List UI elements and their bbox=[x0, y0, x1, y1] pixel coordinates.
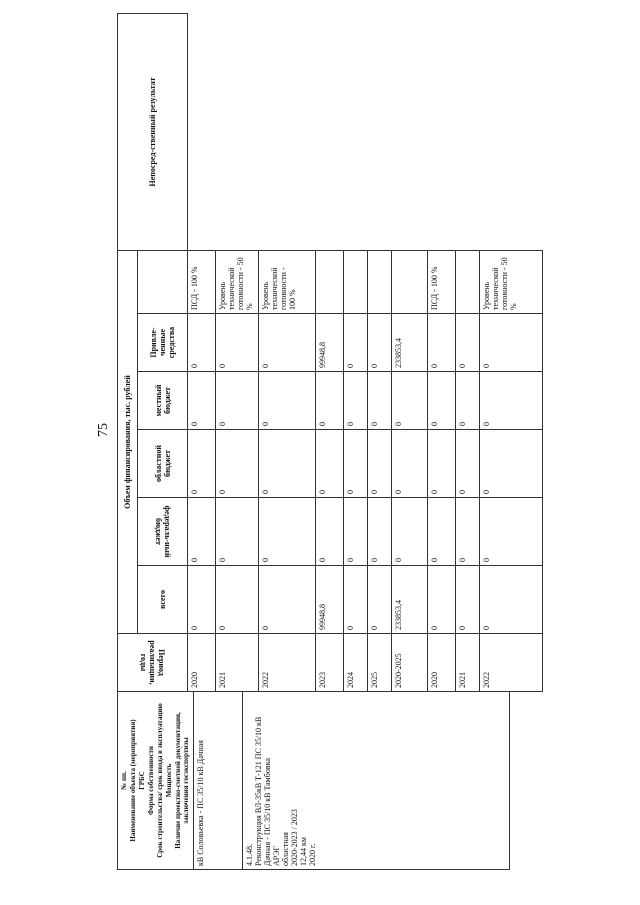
cell-local: 0 bbox=[428, 372, 456, 430]
header-name: Наименование объекта (мероприятия) bbox=[129, 719, 137, 842]
page-number: 75 bbox=[96, 423, 111, 437]
cell-attracted: 0 bbox=[368, 314, 392, 372]
header-financing: Объем финансирования, тыс. рублей bbox=[118, 250, 138, 633]
cell-result: Уровень технической готовности - 100 % bbox=[259, 250, 316, 313]
cell-period: 2020 bbox=[188, 634, 216, 692]
cell-regional: 0 bbox=[344, 430, 368, 498]
cell-federal: 0 bbox=[368, 498, 392, 566]
cell-attracted: 0 bbox=[456, 314, 480, 372]
table-row bbox=[480, 13, 543, 691]
header-num: № пп. bbox=[120, 771, 128, 790]
header-result: Непосред-ственный результат bbox=[118, 13, 188, 250]
table-row bbox=[368, 13, 392, 691]
header-capacity: Мощность bbox=[165, 763, 173, 798]
cell-total: 0 bbox=[344, 566, 368, 634]
table-row bbox=[194, 692, 243, 870]
cell-result bbox=[316, 250, 344, 313]
cell-local: 0 bbox=[259, 372, 316, 430]
cell-attracted: 233853,4 bbox=[392, 314, 428, 372]
table-row bbox=[344, 13, 368, 691]
header-attracted: Привле-ченные средства bbox=[138, 314, 188, 372]
cell-regional: 0 bbox=[428, 430, 456, 498]
cell-federal: 0 bbox=[428, 498, 456, 566]
cell-regional: 0 bbox=[188, 430, 216, 498]
cell-result: ПСД - 100 % bbox=[188, 250, 216, 313]
cell-local: 0 bbox=[316, 372, 344, 430]
cell-total: 0 bbox=[188, 566, 216, 634]
cell-regional: 0 bbox=[259, 430, 316, 498]
cell-local: 0 bbox=[188, 372, 216, 430]
cell-ownership: областная bbox=[280, 832, 290, 866]
cell-name: Реконструкция ВЛ-35кВ Т-121 ПС 35/10 кВ Дачная - ПС 35/10 кВ Тамбовка bbox=[253, 716, 272, 866]
cell-federal: 0 bbox=[216, 498, 259, 566]
header-psd: Наличие проектно-сметной документации, заключения госэкспертизы bbox=[174, 712, 190, 849]
cell-regional: 0 bbox=[392, 430, 428, 498]
cell-local: 0 bbox=[216, 372, 259, 430]
cell-period: 2022 bbox=[480, 634, 543, 692]
cell-attracted: 0 bbox=[480, 314, 543, 372]
cell-result: Уровень технической готовности - 50 % bbox=[480, 250, 543, 313]
table-row bbox=[428, 13, 456, 691]
cell-attracted: 0 bbox=[216, 314, 259, 372]
cell-result bbox=[344, 250, 368, 313]
cell-federal: 0 bbox=[188, 498, 216, 566]
finance-table bbox=[117, 13, 543, 692]
cell-local: 0 bbox=[392, 372, 428, 430]
cell-attracted: 0 bbox=[428, 314, 456, 372]
header-term: Срок строительства/ срок ввода в эксплуатацию bbox=[156, 703, 164, 858]
table-row bbox=[456, 13, 480, 691]
cell-total: 0 bbox=[428, 566, 456, 634]
table-row bbox=[216, 13, 259, 691]
cell-period: 2021 bbox=[456, 634, 480, 692]
cell-period: 2023 bbox=[316, 634, 344, 692]
cell-federal: 0 bbox=[456, 498, 480, 566]
header-regional: областной бюджет bbox=[138, 430, 188, 498]
cell-local: 0 bbox=[368, 372, 392, 430]
cell-name: кВ Соловьевка - ПС 35/10 кВ Дачная bbox=[196, 740, 205, 866]
cell-result: ПСД - 100 % bbox=[428, 250, 456, 313]
cell-local: 0 bbox=[480, 372, 543, 430]
cell-total: 99948,8 bbox=[316, 566, 344, 634]
cell-regional: 0 bbox=[368, 430, 392, 498]
cell-num: 4.1.48. bbox=[244, 844, 254, 866]
cell-grbs: АРЭГ bbox=[271, 845, 281, 866]
header-ownership: Форма собственности bbox=[147, 746, 155, 815]
cell-attracted: 0 bbox=[188, 314, 216, 372]
cell-federal: 0 bbox=[480, 498, 543, 566]
cell-period: 2020 bbox=[428, 634, 456, 692]
cell-total: 0 bbox=[368, 566, 392, 634]
cell-result: Уровень технической готовности - 50 % bbox=[216, 250, 259, 313]
table-row bbox=[392, 13, 428, 691]
cell-term: 2020-2023 / 2023 bbox=[289, 809, 299, 866]
header-total: всего bbox=[138, 566, 188, 634]
cell-capacity: 12,44 км bbox=[298, 837, 308, 866]
cell-federal: 0 bbox=[344, 498, 368, 566]
cell-period: 2021 bbox=[216, 634, 259, 692]
cell-period: 2025 bbox=[368, 634, 392, 692]
cell-psd: 2020 г. bbox=[307, 843, 317, 866]
cell-regional: 0 bbox=[480, 430, 543, 498]
cell-attracted: 0 bbox=[259, 314, 316, 372]
cell-period: 2020-2025 bbox=[392, 634, 428, 692]
header-local: местный бюджет bbox=[138, 372, 188, 430]
cell-attracted: 0 bbox=[344, 314, 368, 372]
cell-result bbox=[368, 250, 392, 313]
header-federal: федераль-ный бюджет bbox=[138, 498, 188, 566]
cell-result bbox=[456, 250, 480, 313]
header-period: Период реализации, годы bbox=[118, 634, 188, 692]
cell-local: 0 bbox=[344, 372, 368, 430]
cell-total: 233853,4 bbox=[392, 566, 428, 634]
header-grbs: ГРБС bbox=[138, 771, 146, 790]
cell-federal: 0 bbox=[259, 498, 316, 566]
cell-federal: 0 bbox=[392, 498, 428, 566]
header-object-columns bbox=[118, 692, 194, 870]
table-row bbox=[242, 692, 509, 870]
object-cell bbox=[242, 692, 509, 870]
object-table bbox=[117, 691, 510, 870]
cell-regional: 0 bbox=[456, 430, 480, 498]
cell-attracted: 99948,8 bbox=[316, 314, 344, 372]
table-row bbox=[259, 13, 316, 691]
cell-total: 0 bbox=[456, 566, 480, 634]
cell-regional: 0 bbox=[216, 430, 259, 498]
cell-total: 0 bbox=[216, 566, 259, 634]
cell-federal: 0 bbox=[316, 498, 344, 566]
table-row bbox=[316, 13, 344, 691]
table-finance-part bbox=[117, 14, 518, 692]
cell-total: 0 bbox=[259, 566, 316, 634]
cell-period: 2024 bbox=[344, 634, 368, 692]
table-object-part bbox=[117, 692, 510, 870]
table-row bbox=[188, 13, 216, 691]
cell-result bbox=[392, 250, 428, 313]
cell-regional: 0 bbox=[316, 430, 344, 498]
cell-local: 0 bbox=[456, 372, 480, 430]
object-cell bbox=[194, 692, 243, 870]
cell-total: 0 bbox=[480, 566, 543, 634]
cell-period: 2022 bbox=[259, 634, 316, 692]
